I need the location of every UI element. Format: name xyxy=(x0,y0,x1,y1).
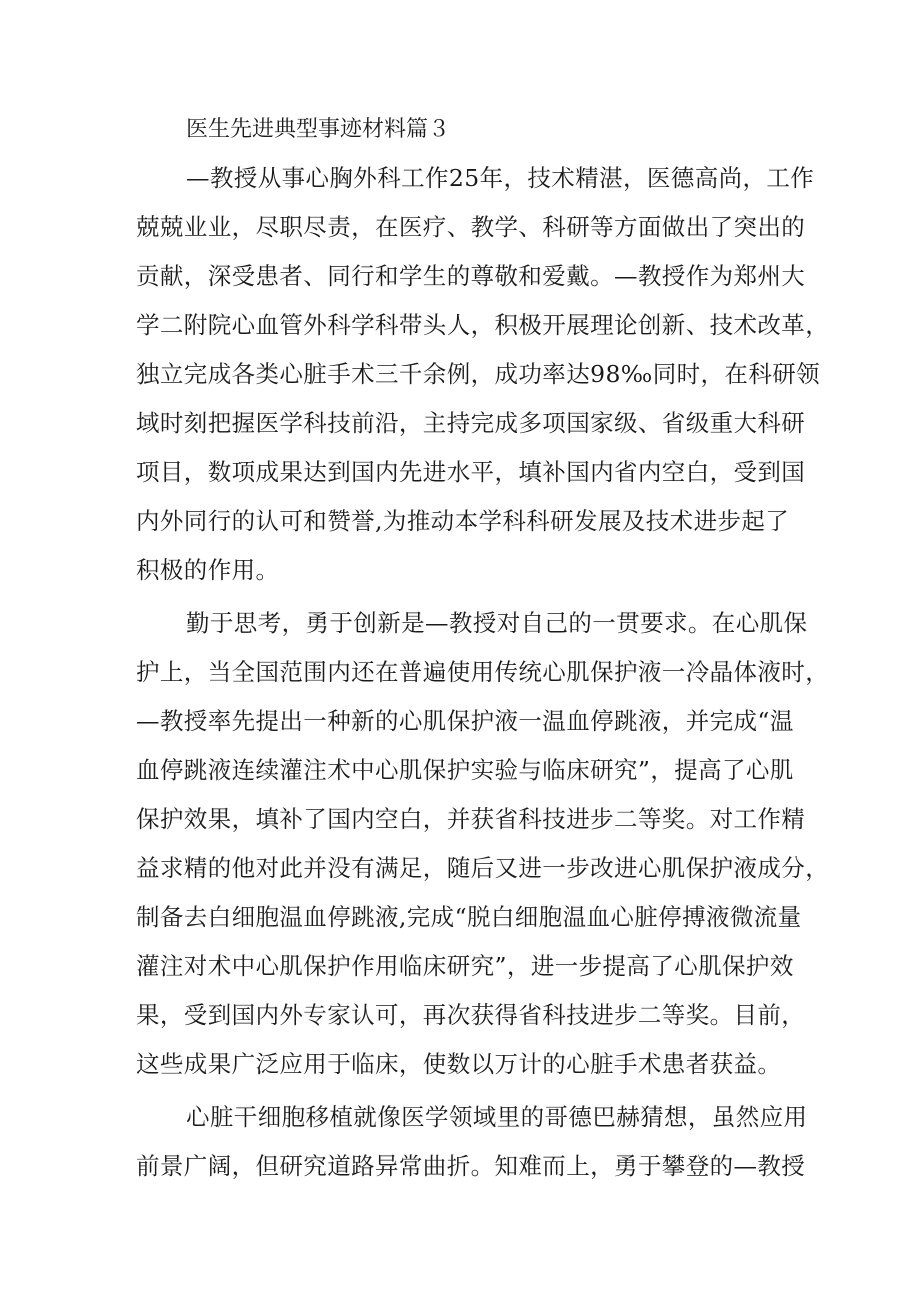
paragraph-line: 兢兢业业，尽职尽责，在医疗、教学、科研等方面做出了突出的 xyxy=(136,213,806,241)
paragraph-line: 积极的作用。 xyxy=(136,556,280,584)
paragraph-line: 域时刻把握医学科技前沿，主持完成多项国家级、省级重大科研 xyxy=(136,409,806,437)
paragraph-line: 内外同行的认可和赞誉,为推动本学科科研发展及技术进步起了 xyxy=(136,507,790,535)
paragraph-line: 独立完成各类心脏手术三千余例，成功率达98‰同时，在科研领 xyxy=(136,360,821,388)
paragraph-line: 果，受到国内外专家认可，再次获得省科技进步二等奖。目前， xyxy=(136,1001,806,1029)
paragraph-line: 制备去白细胞温血停跳液,完成“脱白细胞温血心脏停搏液微流量 xyxy=(136,903,802,931)
paragraph-line: —教授从事心胸外科工作25年，技术精湛，医德高尚，工作 xyxy=(186,164,815,192)
paragraph-line: 灌注对术中心肌保护作用临床研究”，进一步提高了心肌保护效 xyxy=(136,952,794,980)
paragraph-line: 这些成果广泛应用于临床，使数以万计的心脏手术患者获益。 xyxy=(136,1050,782,1078)
paragraph-line: 勤于思考，勇于创新是—教授对自己的一贯要求。在心肌保 xyxy=(186,609,808,637)
paragraph-line: 血停跳液连续灌注术中心肌保护实验与临床研究”，提高了心肌 xyxy=(136,756,794,784)
paragraph-line: 益求精的他对此并没有满足，随后又进一步改进心肌保护液成分， xyxy=(136,854,830,882)
paragraph-line: 学二附院心血管外科学科带头人，积极开展理论创新、技术改革， xyxy=(136,311,830,339)
paragraph-line: 保护效果，填补了国内空白，并获省科技进步二等奖。对工作精 xyxy=(136,805,806,833)
paragraph-line: 心脏干细胞移植就像医学领域里的哥德巴赫猜想，虽然应用 xyxy=(186,1103,808,1131)
paragraph-line: 前景广阔，但研究道路异常曲折。知难而上，勇于攀登的—教授 xyxy=(136,1152,806,1180)
document-title: 医生先进典型事迹材料篇３ xyxy=(186,117,451,142)
paragraph-line: 护上，当全国范围内还在普遍使用传统心肌保护液一冷晶体液时， xyxy=(136,658,830,686)
paragraph-line: 项目，数项成果达到国内先进水平，填补国内省内空白，受到国 xyxy=(136,458,806,486)
paragraph-line: 贡献，深受患者、同行和学生的尊敬和爱戴。—教授作为郑州大 xyxy=(136,262,806,290)
paragraph-line: —教授率先提出一种新的心肌保护液一温血停跳液，并完成“温 xyxy=(136,707,794,735)
